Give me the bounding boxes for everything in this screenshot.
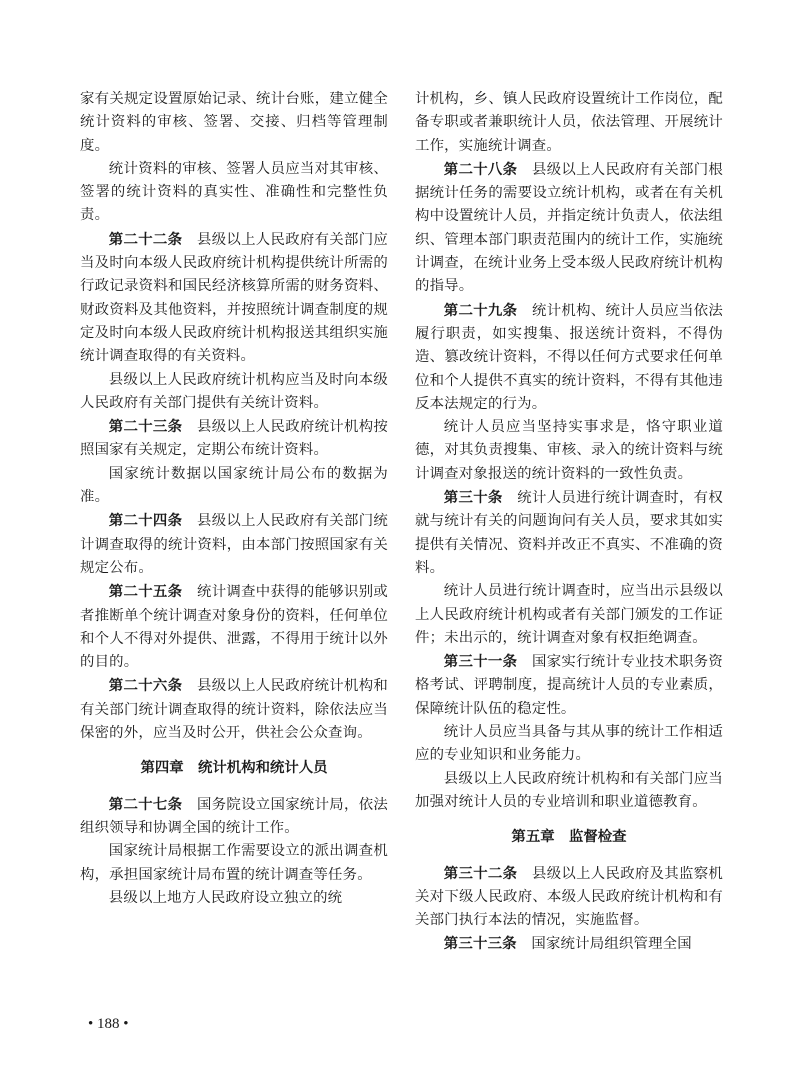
article-number: 第二十九条 bbox=[443, 301, 518, 319]
paragraph-text: 国务院设立国家统计局，依法组织领导和协调全国的统计工作。 bbox=[80, 796, 388, 836]
right-text-column bbox=[415, 88, 723, 957]
article-paragraph bbox=[415, 486, 723, 580]
article-number: 第二十四条 bbox=[108, 512, 183, 530]
article-paragraph bbox=[415, 650, 723, 721]
body-paragraph bbox=[415, 580, 723, 650]
article-number: 第二十五条 bbox=[108, 583, 183, 601]
paragraph-text: 县级以上地方人民政府设立独立的统 bbox=[108, 889, 343, 906]
paragraph-text: 国家统计局组织管理全国 bbox=[531, 936, 692, 953]
paragraph-text: 县级以上人民政府统计机构和有关部门统计调查取得的统计资料，除依法应当保密的外，应当及时公开，供社会公众查询。 bbox=[80, 678, 388, 742]
paragraph-text: 家有关规定设置原始记录、统计台账，建立健全统计资料的审核、签署、交接、归档等管理制度。 bbox=[80, 91, 388, 154]
body-paragraph bbox=[80, 369, 388, 416]
article-paragraph bbox=[415, 932, 723, 956]
article-number: 第二十八条 bbox=[443, 160, 518, 178]
body-paragraph bbox=[80, 887, 388, 910]
article-paragraph bbox=[415, 862, 723, 933]
chapter-heading: 第四章 统计机构和统计人员 bbox=[140, 759, 328, 777]
body-paragraph bbox=[80, 88, 388, 158]
body-paragraph bbox=[80, 840, 388, 887]
body-paragraph bbox=[415, 768, 723, 815]
paragraph-text: 统计人员进行统计调查时，应当出示县级以上人民政府统计机构或者有关部门颁发的工作证件；未出示的，统计调查对象有权拒绝调查。 bbox=[415, 583, 723, 646]
article-number: 第二十三条 bbox=[108, 418, 183, 436]
paragraph-text: 县级以上人民政府统计机构应当及时向本级人民政府有关部门提供有关统计资料。 bbox=[80, 371, 388, 411]
article-number: 第三十一条 bbox=[443, 653, 518, 671]
article-number: 第三十三条 bbox=[443, 935, 517, 953]
article-number: 第三十条 bbox=[443, 489, 503, 507]
article-number: 第三十二条 bbox=[443, 864, 518, 882]
paragraph-text: 统计资料的审核、签署人员应当对其审核、签署的统计资料的真实性、准确性和完整性负责。 bbox=[80, 160, 388, 224]
paragraph-text: 统计人员应当具备与其从事的统计工作相适应的专业知识和业务能力。 bbox=[415, 724, 723, 764]
paragraph-text: 国家统计数据以国家统计局公布的数据为准。 bbox=[80, 465, 388, 506]
paragraph-text: 县级以上人民政府统计机构按照国家有关规定，定期公布统计资料。 bbox=[80, 419, 388, 459]
chapter-heading: 第五章 监督检查 bbox=[511, 828, 627, 846]
paragraph-text: 统计人员进行统计调查时，有权就与统计有关的问题询问有关人员，要求其如实提供有关情况、资料并改正不真实、不准确的资料。 bbox=[415, 490, 723, 576]
article-number: 第二十六条 bbox=[108, 677, 183, 695]
body-paragraph bbox=[80, 158, 388, 228]
article-paragraph bbox=[80, 580, 388, 674]
article-number: 第二十二条 bbox=[108, 230, 183, 248]
paragraph-text: 国家实行统计专业技术职务资格考试、评聘制度，提高统计人员的专业素质，保障统计队伍的稳定性。 bbox=[415, 654, 723, 717]
paragraph-text: 县级以上人民政府有关部门应当及时向本级人民政府统计机构提供统计所需的行政记录资料和国民经济核算所需的财务资料、财政资料及其他资料，并按照统计调查制度的规定及时向本级人民政府统计机构报送其组织实施统计调查取得的有关资料。 bbox=[80, 231, 388, 365]
paragraph-text: 县级以上人民政府有关部门根据统计任务的需要设立统计机构，或者在有关机构中设置统计人员，并指定统计负责人，依法组织、管理本部门职责范围内的统计工作，实施统计调查，在统计业务上受本级人民政府统计机构的指导。 bbox=[415, 161, 723, 295]
paragraph-text: 统计调查中获得的能够识别或者推断单个统计调查对象身份的资料，任何单位和个人不得对外提供、泄露，不得用于统计以外的目的。 bbox=[80, 584, 388, 671]
paragraph-text: 统计人员应当坚持实事求是，恪守职业道德，对其负责搜集、审核、录入的统计资料与统计调查对象报送的统计资料的一致性负责。 bbox=[415, 419, 723, 482]
article-paragraph bbox=[80, 674, 388, 745]
paragraph-text: 县级以上人民政府有关部门统计调查取得的统计资料，由本部门按照国家有关规定公布。 bbox=[80, 513, 388, 576]
article-paragraph bbox=[415, 299, 723, 416]
body-paragraph bbox=[80, 463, 388, 510]
left-text-column bbox=[80, 88, 388, 910]
article-paragraph bbox=[80, 415, 388, 463]
paragraph-text: 统计机构、统计人员应当依法履行职责，如实搜集、报送统计资料，不得伪造、篡改统计资料，不得以任何方式要求任何单位和个人提供不真实的统计资料，不得有其他违反本法规定的行为。 bbox=[415, 302, 723, 412]
body-paragraph bbox=[415, 88, 723, 158]
article-paragraph bbox=[80, 793, 388, 841]
paragraph-text: 县级以上人民政府及其监察机关对下级人民政府、本级人民政府统计机构和有关部门执行本法的情况，实施监督。 bbox=[415, 865, 723, 929]
paragraph-text: 县级以上人民政府统计机构和有关部门应当加强对统计人员的专业培训和职业道德教育。 bbox=[415, 770, 723, 810]
paragraph-text: 国家统计局根据工作需要设立的派出调查机构，承担国家统计局布置的统计调查等任务。 bbox=[80, 843, 388, 883]
article-paragraph bbox=[80, 509, 388, 580]
paragraph-text: 计机构，乡、镇人民政府设置统计工作岗位，配备专职或者兼职统计人员，依法管理、开展统计工作，实施统计调查。 bbox=[415, 91, 723, 154]
article-paragraph bbox=[80, 228, 388, 369]
article-paragraph bbox=[415, 158, 723, 299]
page-number: • 188 • bbox=[88, 1016, 129, 1032]
body-paragraph bbox=[415, 721, 723, 768]
body-paragraph bbox=[415, 416, 723, 486]
article-number: 第二十七条 bbox=[108, 795, 183, 813]
